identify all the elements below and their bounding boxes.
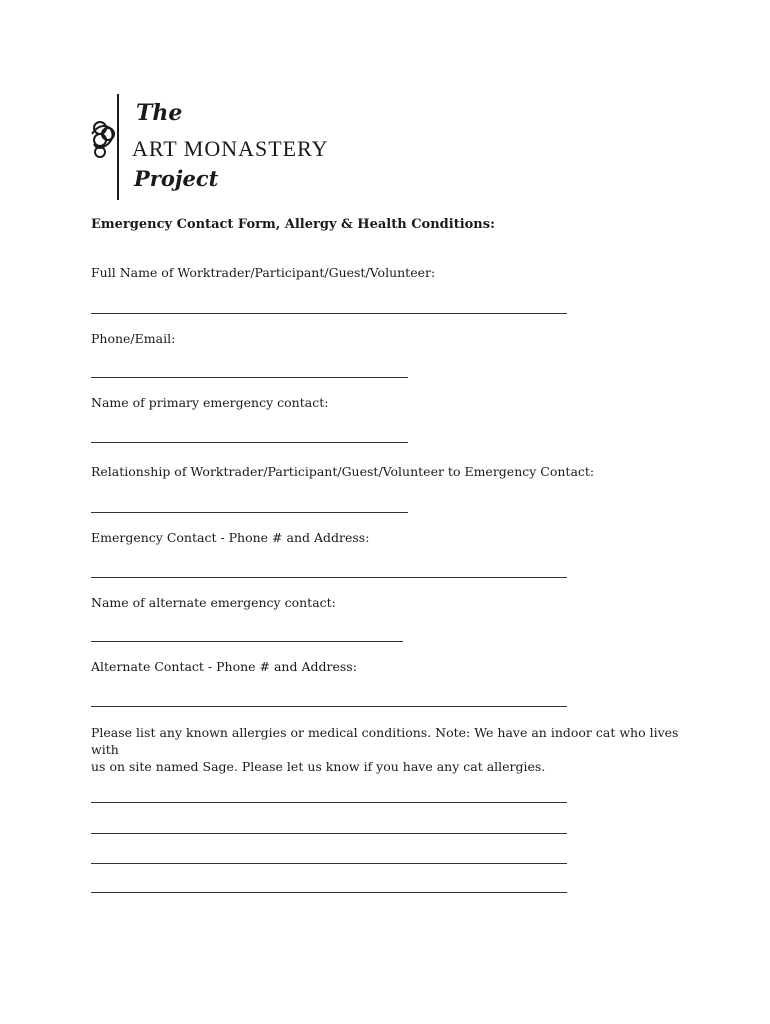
emergency-contact-phone-address-label: Emergency Contact - Phone # and Address: (91, 530, 370, 545)
phone-email-line[interactable] (91, 377, 408, 378)
form-title: Emergency Contact Form, Allergy & Health Conditions: (91, 217, 495, 232)
allergy-note-line-2: us on site named Sage. Please let us know if you have any cat allergies. (91, 759, 546, 774)
logo-line-project: Project (134, 166, 219, 191)
allergy-answer-line-1[interactable] (91, 802, 567, 803)
phone-email-label: Phone/Email: (91, 331, 176, 346)
allergy-answer-line-3[interactable] (91, 863, 567, 864)
art-monastery-logo (88, 92, 408, 202)
allergy-answer-line-4[interactable] (91, 892, 567, 893)
logo-line-the: The (136, 100, 183, 126)
relationship-label: Relationship of Worktrader/Participant/Guest/Volunteer to Emergency Contact: (91, 464, 595, 479)
allergy-note (91, 724, 691, 775)
full-name-line[interactable] (91, 313, 567, 314)
alternate-contact-phone-address-line[interactable] (91, 706, 567, 707)
full-name-label: Full Name of Worktrader/Participant/Guest/Volunteer: (91, 265, 436, 280)
primary-contact-label: Name of primary emergency contact: (91, 395, 329, 410)
emergency-contact-phone-address-line[interactable] (91, 577, 567, 578)
allergy-answer-line-2[interactable] (91, 833, 567, 834)
alternate-contact-line[interactable] (91, 641, 403, 642)
allergy-note-line-1: Please list any known allergies or medical conditions. Note: We have an indoor cat who lives with (91, 725, 679, 757)
alternate-contact-label: Name of alternate emergency contact: (91, 595, 336, 610)
logo-graphic (88, 92, 408, 202)
primary-contact-line[interactable] (91, 442, 408, 443)
logo-line-art-monastery: ART MONASTERY (132, 136, 329, 161)
relationship-line[interactable] (91, 512, 408, 513)
alternate-contact-phone-address-label: Alternate Contact - Phone # and Address: (91, 659, 357, 674)
